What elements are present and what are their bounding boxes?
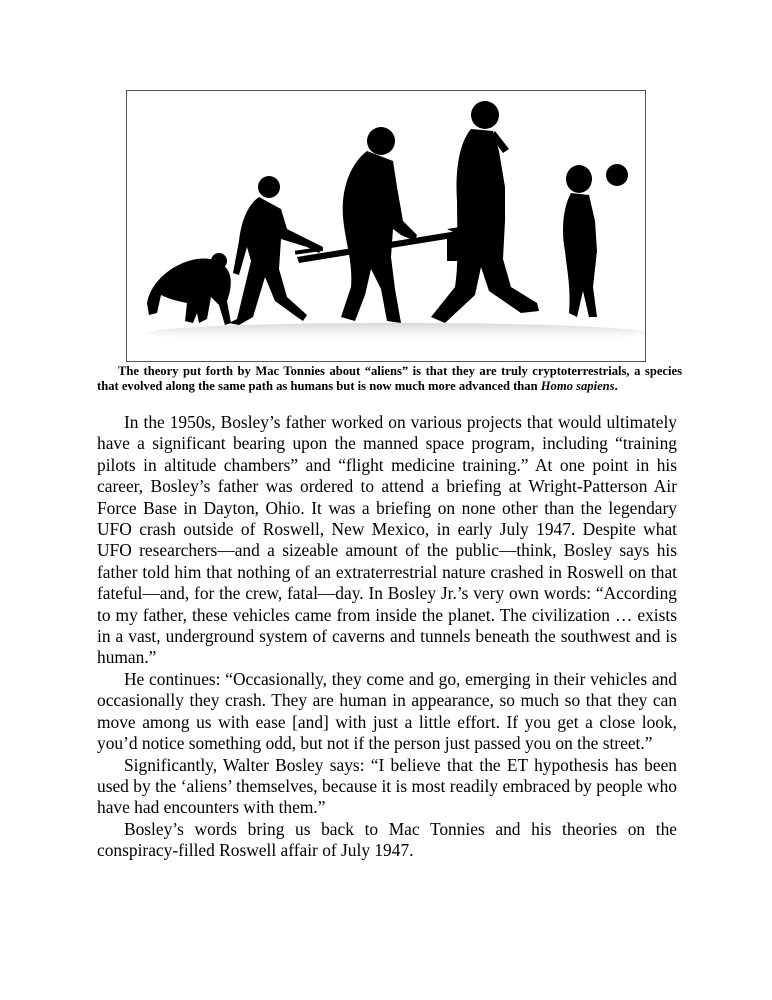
silhouette-future-human [563,164,628,317]
caption-text: The theory put forth by Mac Tonnies about “aliens” is that they are truly cryptoterrestrials, a species that evolved along the same path as humans but is now much more advanced than [97,364,682,393]
paragraph: In the 1950s, Bosley’s father worked on various projects that would ultimately have a significant bearing upon the manned space program, including “training pilots in altitude chambers” and “flight medicine training.” At one point in his career, Bosley’s father was ordered to attend a briefing at Wright-Patterson Air Force Base in Dayton, Ohio. It was a briefing on none other than the legendary UFO crash outside of Roswell, New Mexico, in early July 1947. Despite what UFO researchers—and a sizeable amount of the public—think, Bosley says his father told him that nothing of an extraterrestrial nature crashed in Roswell on that fateful—and, for the crew, fatal—day. In Bosley Jr.’s very own words: “According to my father, these vehicles came from inside the planet. The civilization … exists in a vast, underground system of caverns and tunnels beneath the southwest and is human.” [97,412,677,668]
figure-caption [97,364,682,394]
caption-italic-term: Homo sapiens [540,378,615,393]
silhouette-caveman [297,127,473,323]
paragraph: He continues: “Occasionally, they come and go, emerging in their vehicles and occasionally they crash. They are human in appearance, so much so that they can move among us with ease [and] with just a little effort. If you get a close look, you’d notice something odd, but not if the person just passed you on the street.” [97,668,677,754]
body-text [97,412,677,862]
paragraph: Significantly, Walter Bosley says: “I believe that the ET hypothesis has been used by the ‘aliens’ themselves, because it is most readily embraced by people who have had encounters with them.” [97,754,677,818]
caption-end: . [614,378,618,393]
paragraph: Bosley’s words bring us back to Mac Tonnies and his theories on the conspiracy-filled Roswell affair of July 1947. [97,818,677,861]
silhouette-ape [229,176,323,325]
silhouette-businessman [431,101,539,323]
floor-shadow [147,323,646,343]
silhouette-primate [147,253,231,325]
evolution-silhouettes-image [127,91,646,362]
evolution-illustration [126,90,646,362]
